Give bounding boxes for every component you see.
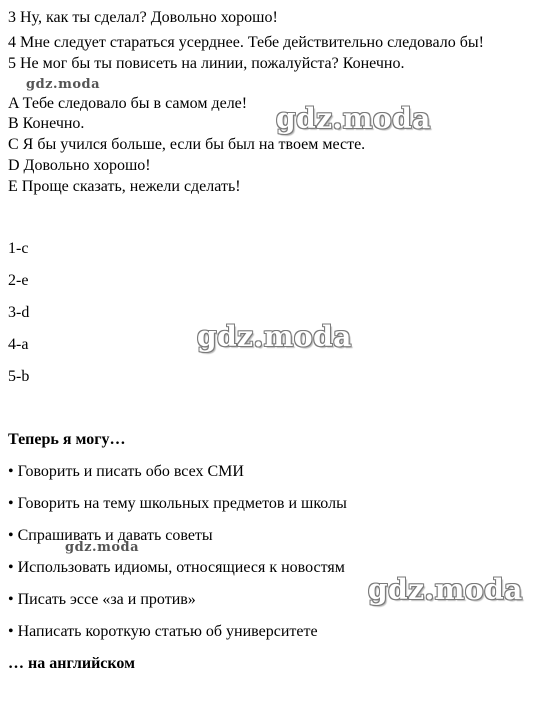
answer-4: 4-a	[8, 336, 29, 353]
watermark-big-bottom: gdz.moda	[368, 573, 523, 606]
option-d: D Довольно хорошо!	[8, 157, 151, 174]
can-do-item-school: • Говорить на тему школьных предметов и школы	[8, 495, 347, 512]
dialogue-line-3: 3 Ну, как ты сделал? Довольно хорошо!	[8, 9, 278, 26]
option-b: B Конечно.	[8, 115, 85, 132]
answer-3: 3-d	[8, 304, 30, 321]
can-do-item-advice: • Спрашивать и давать советы	[8, 527, 213, 544]
can-do-footer: … на английском	[8, 655, 136, 672]
watermark-big-top: gdz.moda	[276, 102, 431, 135]
can-do-item-media: • Говорить и писать обо всех СМИ	[8, 463, 244, 480]
watermark-small-top: gdz.moda	[26, 77, 101, 92]
answer-5: 5-b	[8, 368, 30, 385]
option-e: E Проще сказать, нежели сделать!	[8, 178, 241, 195]
watermark-small-bottom: gdz.moda	[65, 540, 140, 555]
can-do-heading: Теперь я могу…	[8, 431, 126, 448]
answer-2: 2-e	[8, 272, 29, 289]
can-do-item-idioms: • Использовать идиомы, относящиеся к новостям	[8, 559, 345, 576]
dialogue-line-4: 4 Мне следует стараться усерднее. Тебе действительно следовало бы!	[8, 34, 484, 51]
watermark-big-middle: gdz.moda	[197, 320, 352, 353]
can-do-item-article: • Написать короткую статью об университете	[8, 623, 318, 640]
can-do-item-essay: • Писать эссе «за и против»	[8, 591, 196, 608]
dialogue-line-5: 5 Не мог бы ты повисеть на линии, пожалуйста? Конечно.	[8, 55, 405, 72]
option-c: C Я бы учился больше, если бы был на твоем месте.	[8, 136, 366, 153]
option-a: A Тебе следовало бы в самом деле!	[8, 95, 248, 112]
answer-1: 1-c	[8, 240, 29, 257]
